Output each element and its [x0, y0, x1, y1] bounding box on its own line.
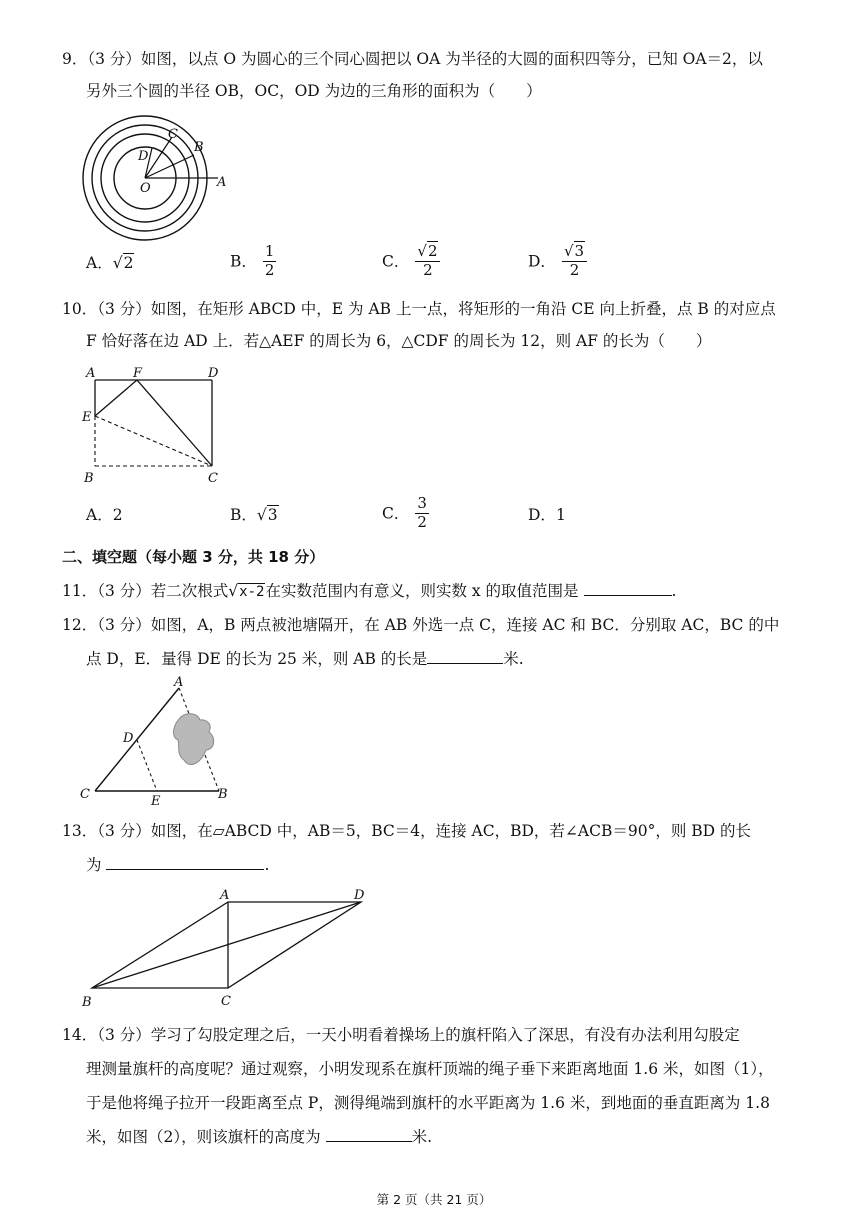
q12-line1: 12．（3 分）如图，A，B 两点被池塘隔开，在 AB 外选一点 C，连接 AC 和 BC．分别取 AC，BC 的中	[62, 616, 780, 634]
sqrt-symbol: √x-2	[228, 582, 265, 600]
option-letter: D．	[528, 506, 556, 524]
label-a: A	[86, 366, 96, 381]
fraction	[562, 244, 587, 279]
numerator: 3	[417, 494, 427, 512]
label-e: E	[151, 794, 161, 809]
label-f: F	[133, 366, 143, 381]
q11-answer-blank[interactable]	[584, 595, 672, 596]
option-letter: C．	[382, 252, 410, 271]
q13-line1: 13．（3 分）如图，在▱ABCD 中，AB＝5，BC＝4，连接 AC，BD，若∠ACB＝90°，则 BD 的长	[62, 822, 751, 840]
q13-text-before: 为	[86, 856, 102, 874]
radicand: x-2	[239, 584, 265, 600]
q14-line2: 理测量旗杆的高度呢？通过观察，小明发现系在旗杆顶端的绳子垂下来距离地面 1.6 米，如图（1），	[86, 1060, 774, 1078]
label-e: E	[82, 410, 92, 425]
q12-line2	[86, 648, 524, 670]
denominator: 2	[264, 260, 275, 279]
q9-option-c[interactable]	[382, 244, 440, 279]
q9-option-b[interactable]	[230, 244, 276, 279]
q10-option-b[interactable]	[230, 504, 279, 526]
segment-ef	[95, 380, 137, 416]
q10-line2: F 恰好落在边 AD 上．若△AEF 的周长为 6，△CDF 的周长为 12，则 AF 的长为（ ）	[86, 332, 712, 350]
q12-text-before: 点 D，E．量得 DE 的长为 25 米，则 AB 的长是	[86, 650, 428, 668]
label-a: A	[217, 175, 227, 190]
q14-line4	[86, 1126, 432, 1148]
q12-answer-blank[interactable]	[427, 663, 503, 664]
sqrt-symbol: √2	[112, 254, 134, 272]
q14-line1: 14．（3 分）学习了勾股定理之后，一天小明看着操场上的旗杆陷入了深思，有没有办法利用勾股定	[62, 1026, 740, 1044]
label-b: B	[194, 140, 204, 155]
label-c: C	[168, 127, 178, 142]
section-title-fill-in-blank: 二、填空题（每小题 3 分，共 18 分）	[62, 548, 325, 566]
segment-ec-dashed	[95, 416, 212, 466]
label-d: D	[354, 888, 365, 903]
q11-text-before: 11．（3 分）若二次根式	[62, 582, 229, 600]
label-c: C	[221, 994, 231, 1009]
fraction	[415, 244, 440, 279]
q13-answer-blank[interactable]	[106, 869, 264, 870]
option-value: 1	[555, 506, 566, 524]
q10-option-d[interactable]	[528, 504, 566, 526]
label-a: A	[174, 675, 184, 690]
option-letter: A．	[86, 506, 113, 524]
q11-period: .	[671, 582, 677, 600]
q9-line2: 另外三个圆的半径 OB，OC，OD 为边的三角形的面积为（ ）	[86, 82, 542, 100]
radicand: 3	[574, 242, 585, 260]
label-d: D	[138, 149, 149, 164]
option-letter: A．	[86, 254, 113, 272]
q11-text-after: 在实数范围内有意义，则实数 x 的取值范围是	[265, 582, 579, 600]
label-o: O	[140, 181, 151, 196]
label-b: B	[82, 995, 92, 1010]
q10-option-c[interactable]	[382, 496, 429, 531]
q14-text-before: 米，如图（2），则该旗杆的高度为	[86, 1128, 321, 1146]
q12-text-after: 米.	[503, 650, 524, 668]
radicand: 2	[427, 242, 438, 260]
denominator: 2	[423, 260, 433, 279]
q13-parallelogram-figure	[78, 884, 378, 1014]
page-footer: 第 2 页（共 21 页）	[376, 1192, 492, 1207]
label-c: C	[208, 471, 218, 486]
label-a: A	[220, 888, 230, 903]
fraction	[263, 244, 277, 279]
numerator: 1	[264, 242, 275, 260]
q9-line1: 9．（3 分）如图，以点 O 为圆心的三个同心圆把以 OA 为半径的大圆的面积四等分，已知 OA＝2，以	[62, 50, 763, 68]
diagonal-bd	[92, 902, 361, 988]
q10-option-a[interactable]	[86, 504, 123, 526]
label-b: B	[84, 471, 94, 486]
radicand: 2	[123, 254, 134, 272]
numerator: √3	[562, 244, 587, 262]
denominator: 2	[417, 512, 427, 531]
segment-ac	[95, 688, 179, 791]
numerator: √2	[415, 244, 440, 262]
q14-line3: 于是他将绳子拉开一段距离至点 P，测得绳端到旗杆的水平距离为 1.6 米，到地面的垂直距离为 1.8	[86, 1094, 770, 1112]
q10-line1: 10．（3 分）如图，在矩形 ABCD 中，E 为 AB 上一点，将矩形的一角沿 CE 向上折叠，点 B 的对应点	[62, 300, 776, 318]
option-value: 2	[112, 506, 123, 524]
q14-text-after: 米.	[411, 1128, 432, 1146]
option-letter: B．	[230, 252, 257, 271]
label-d: D	[208, 366, 219, 381]
denominator: 2	[569, 260, 580, 279]
option-letter: C．	[382, 504, 410, 523]
q13-text-after: .	[264, 856, 270, 874]
q10-rectangle-fold-figure	[80, 362, 230, 487]
q9-option-a[interactable]	[86, 252, 134, 274]
pond-shape	[174, 714, 214, 765]
q9-option-d[interactable]	[528, 244, 587, 279]
q11-line	[62, 580, 676, 603]
q9-concentric-circles-figure	[80, 118, 240, 243]
q14-answer-blank[interactable]	[326, 1141, 412, 1142]
radicand: 3	[267, 506, 278, 524]
q13-line2	[86, 854, 269, 876]
sqrt-symbol: √3	[256, 506, 278, 524]
option-letter: B．	[230, 506, 257, 524]
segment-de-dashed	[137, 740, 157, 791]
label-c: C	[80, 787, 90, 802]
option-letter: D．	[528, 252, 556, 271]
fraction	[415, 496, 429, 531]
label-d: D	[123, 731, 134, 746]
segment-fc	[137, 380, 212, 466]
label-b: B	[218, 787, 228, 802]
q12-pond-triangle-figure	[78, 674, 238, 814]
